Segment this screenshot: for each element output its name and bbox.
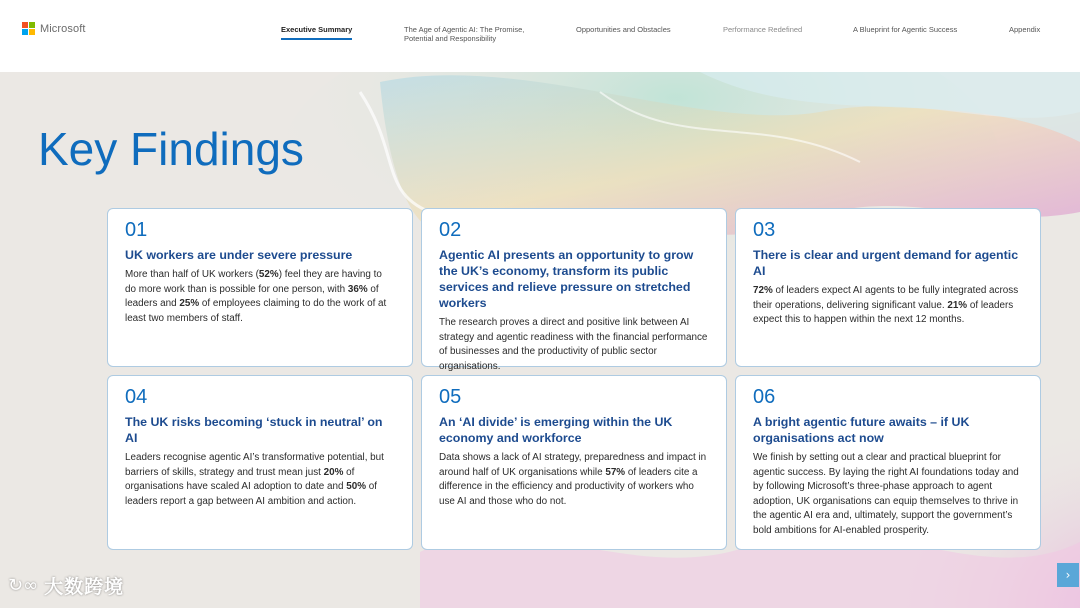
- nav-item-label: The Age of Agentic AI: The Promise,: [404, 25, 525, 34]
- nav-item-label: Opportunities and Obstacles: [576, 25, 671, 34]
- finding-card-01: [107, 208, 413, 367]
- watermark-text: 大数跨境: [44, 576, 125, 598]
- card-body: More than half of UK workers (52%) feel they are having to do more work than is possible for one person, with 36% of leaders and 25% of employees claiming to do the work of at least two members of staff.: [125, 269, 387, 324]
- card-body: We finish by setting out a clear and practical blueprint for agentic success. By laying the right AI foundations today and by following Microsoft’s three-phase approach to agent adoption, UK organisations can equip themselves to thrive in the agentic AI era and, ultimately, support the government’s bold ambitions for AI-enabled prosperity.: [753, 452, 1019, 536]
- nav-item-label: Performance Redefined: [723, 25, 803, 34]
- top-navigation-bar: [0, 0, 1080, 72]
- card-number: 02: [439, 219, 462, 241]
- card-title: There is clear and urgent demand for agentic AI: [753, 248, 1019, 278]
- page-title: Key Findings: [38, 123, 304, 175]
- microsoft-logo-icon: [22, 22, 35, 35]
- nav-item-label: Appendix: [1009, 25, 1041, 34]
- nav-item-executive-summary[interactable]: [281, 25, 352, 34]
- nav-item-opportunities-obstacles[interactable]: [576, 25, 671, 34]
- finding-card-06: [735, 375, 1041, 550]
- nav-item-appendix[interactable]: [1009, 25, 1040, 34]
- card-title: Agentic AI presents an opportunity to grow the UK’s economy, transform its public services and relieve pressure on stretched workers: [439, 248, 694, 310]
- next-page-button[interactable]: [1057, 563, 1079, 587]
- brand-name: Microsoft: [40, 22, 86, 35]
- nav-item-label: Executive Summary: [281, 25, 353, 34]
- chevron-right-icon: ›: [1065, 568, 1071, 582]
- card-number: 03: [753, 219, 776, 241]
- nav-item-label-line2: Potential and Responsibility: [404, 34, 497, 43]
- watermark-logo-icon: ↻∞: [8, 575, 39, 596]
- nav-item-label: A Blueprint for Agentic Success: [853, 25, 958, 34]
- card-number: 01: [125, 219, 148, 241]
- card-number: 04: [125, 386, 148, 408]
- card-title: A bright agentic future awaits – if UK organisations act now: [753, 415, 970, 445]
- microsoft-logo[interactable]: [22, 22, 86, 35]
- card-title: The UK risks becoming ‘stuck in neutral’ on AI: [125, 415, 383, 445]
- card-body: Data shows a lack of AI strategy, preparedness and impact in around half of UK organisations while 57% of leaders cite a difference in the efficiency and productivity of workers who use AI and those who do not.: [439, 452, 707, 507]
- card-body: The research proves a direct and positive link between AI strategy and agentic readiness with the financial performance of businesses and the productivity of public sector organisations.: [439, 317, 708, 372]
- card-body: 72% of leaders expect AI agents to be fully integrated across their operations, delivering significant value. 21% of leaders expect this to happen within the next 12 months.: [753, 285, 1019, 325]
- nav-item-blueprint[interactable]: [853, 25, 957, 34]
- card-body: Leaders recognise agentic AI’s transformative potential, but barriers of skills, strategy and trust mean just 20% of organisations have scaled AI adoption to date and 50% of leaders report a gap between AI ambition and action.: [125, 452, 384, 507]
- card-title: UK workers are under severe pressure: [125, 248, 353, 262]
- finding-card-03: [735, 208, 1041, 367]
- finding-card-02: [421, 208, 727, 372]
- card-title: An ‘AI divide’ is emerging within the UK economy and workforce: [439, 415, 673, 445]
- card-number: 05: [439, 386, 462, 408]
- nav-item-performance-redefined[interactable]: [723, 25, 802, 34]
- finding-card-05: [421, 375, 727, 550]
- watermark: [8, 572, 124, 599]
- finding-card-04: [107, 375, 413, 550]
- card-number: 06: [753, 386, 776, 408]
- nav-item-age-of-agentic-ai[interactable]: [404, 25, 524, 43]
